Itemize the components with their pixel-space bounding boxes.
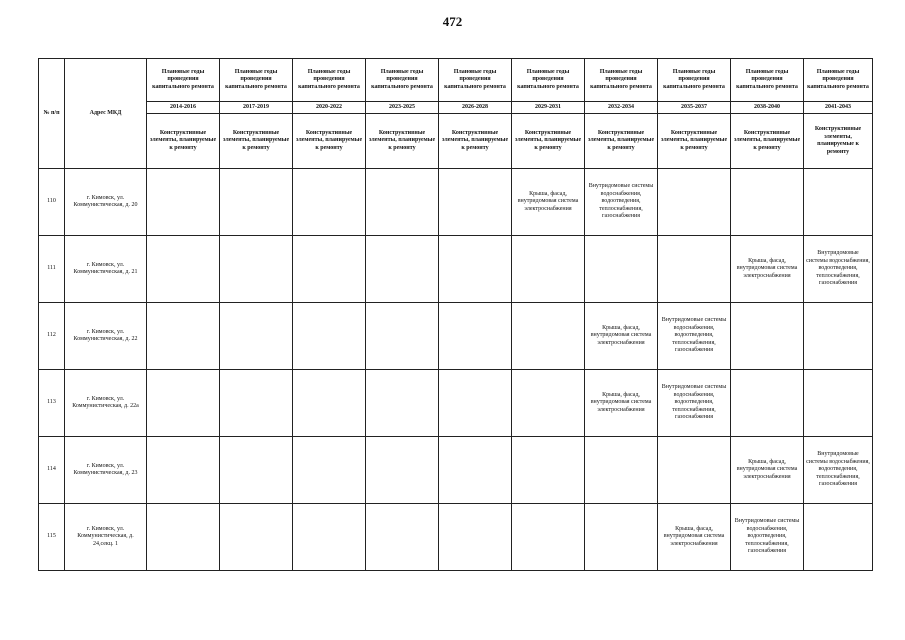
repair-elements-cell: [366, 303, 439, 370]
repair-elements-cell: Крыша, фасад, внутридомовая система электроснабжения: [585, 303, 658, 370]
repair-elements-cell: [731, 169, 804, 236]
repair-elements-cell: [512, 504, 585, 571]
repair-elements-cell: [512, 370, 585, 437]
col-header-period-title: Плановые годы проведения капитального ремонта: [366, 59, 439, 102]
repair-elements-cell: [220, 236, 293, 303]
col-header-period-title: Плановые годы проведения капитального ремонта: [804, 59, 873, 102]
repair-elements-cell: [731, 370, 804, 437]
col-header-elements: Конструктивные элементы, планируемые к ремонту: [439, 114, 512, 169]
row-number: 113: [39, 370, 65, 437]
repair-elements-cell: [293, 236, 366, 303]
repair-elements-cell: [439, 504, 512, 571]
page-number: 472: [442, 14, 463, 29]
col-header-years: 2026-2028: [439, 102, 512, 114]
repair-elements-cell: [147, 437, 220, 504]
repair-elements-cell: [220, 370, 293, 437]
col-header-address: Адрес МКД: [65, 59, 147, 169]
col-header-years: 2038-2040: [731, 102, 804, 114]
col-header-elements: Конструктивные элементы, планируемые к ремонту: [293, 114, 366, 169]
repair-elements-cell: [439, 437, 512, 504]
repair-elements-cell: [293, 437, 366, 504]
row-number: 112: [39, 303, 65, 370]
col-header-years: 2041-2043: [804, 102, 873, 114]
repair-elements-cell: [366, 236, 439, 303]
table-row: [39, 437, 873, 504]
row-number: 111: [39, 236, 65, 303]
col-header-period-title: Плановые годы проведения капитального ремонта: [585, 59, 658, 102]
col-header-elements: Конструктивные элементы, планируемые к ремонту: [731, 114, 804, 169]
repair-elements-cell: [366, 504, 439, 571]
col-header-years: 2029-2031: [512, 102, 585, 114]
repair-elements-cell: [293, 504, 366, 571]
repair-elements-cell: [366, 370, 439, 437]
col-header-period-title: Плановые годы проведения капитального ремонта: [220, 59, 293, 102]
row-number: 114: [39, 437, 65, 504]
repair-elements-cell: [439, 370, 512, 437]
repair-elements-cell: Внутридомовые системы водоснабжения, водоотведения, теплоснабжения, газоснабжения: [658, 303, 731, 370]
col-header-years: 2023-2025: [366, 102, 439, 114]
col-header-period-title: Плановые годы проведения капитального ремонта: [293, 59, 366, 102]
repair-elements-cell: [585, 504, 658, 571]
repair-elements-cell: [220, 437, 293, 504]
col-header-elements: Конструктивные элементы, планируемые к ремонту: [585, 114, 658, 169]
table-row: [39, 504, 873, 571]
repair-elements-cell: [585, 236, 658, 303]
repair-elements-cell: [658, 437, 731, 504]
table-row: [39, 236, 873, 303]
col-header-elements: Конструктивные элементы, планируемые к ремонту: [804, 114, 873, 169]
repair-elements-cell: [512, 303, 585, 370]
repair-elements-cell: Внутридомовые системы водоснабжения, водоотведения, теплоснабжения, газоснабжения: [658, 370, 731, 437]
repair-elements-cell: [147, 370, 220, 437]
repair-elements-cell: [220, 504, 293, 571]
repair-elements-cell: Крыша, фасад, внутридомовая система электроснабжения: [585, 370, 658, 437]
repair-elements-cell: [658, 169, 731, 236]
repair-elements-cell: [804, 169, 873, 236]
col-header-period-title: Плановые годы проведения капитального ремонта: [731, 59, 804, 102]
col-header-years: 2020-2022: [293, 102, 366, 114]
repair-elements-cell: Внутридомовые системы водоснабжения, водоотведения, теплоснабжения, газоснабжения: [585, 169, 658, 236]
repair-elements-cell: [658, 236, 731, 303]
repair-elements-cell: [512, 437, 585, 504]
row-address: г. Кимовск, ул. Коммунистическая, д. 22а: [65, 370, 147, 437]
col-header-elements: Конструктивные элементы, планируемые к ремонту: [220, 114, 293, 169]
repair-elements-cell: [512, 236, 585, 303]
row-address: г. Кимовск, ул. Коммунистическая, д. 21: [65, 236, 147, 303]
row-address: г. Кимовск, ул. Коммунистическая, д. 24,секц. 1: [65, 504, 147, 571]
row-address: г. Кимовск, ул. Коммунистическая, д. 20: [65, 169, 147, 236]
repair-elements-cell: [439, 236, 512, 303]
repair-elements-cell: [220, 169, 293, 236]
col-header-years: 2035-2037: [658, 102, 731, 114]
repair-elements-cell: [293, 303, 366, 370]
table-row: [39, 370, 873, 437]
repair-elements-cell: [147, 504, 220, 571]
repair-elements-cell: [585, 437, 658, 504]
col-header-period-title: Плановые годы проведения капитального ремонта: [439, 59, 512, 102]
repair-elements-cell: Внутридомовые системы водоснабжения, водоотведения, теплоснабжения, газоснабжения: [804, 437, 873, 504]
repair-elements-cell: Крыша, фасад, внутридомовая система электроснабжения: [512, 169, 585, 236]
col-header-period-title: Плановые годы проведения капитального ремонта: [147, 59, 220, 102]
repair-elements-cell: [293, 370, 366, 437]
repair-elements-cell: Внутридомовые системы водоснабжения, водоотведения, теплоснабжения, газоснабжения: [731, 504, 804, 571]
repair-elements-cell: [220, 303, 293, 370]
col-header-years: 2032-2034: [585, 102, 658, 114]
repair-elements-cell: [804, 504, 873, 571]
col-header-elements: Конструктивные элементы, планируемые к ремонту: [658, 114, 731, 169]
repair-elements-cell: Крыша, фасад, внутридомовая система электроснабжения: [731, 437, 804, 504]
repair-elements-cell: [439, 303, 512, 370]
col-header-period-title: Плановые годы проведения капитального ремонта: [512, 59, 585, 102]
repair-elements-cell: Крыша, фасад, внутридомовая система электроснабжения: [731, 236, 804, 303]
col-header-elements: Конструктивные элементы, планируемые к ремонту: [512, 114, 585, 169]
repair-elements-cell: [366, 169, 439, 236]
col-header-years: 2017-2019: [220, 102, 293, 114]
row-number: 115: [39, 504, 65, 571]
table-row: [39, 303, 873, 370]
repair-elements-cell: Крыша, фасад, внутридомовая система электроснабжения: [658, 504, 731, 571]
row-address: г. Кимовск, ул. Коммунистическая, д. 22: [65, 303, 147, 370]
row-address: г. Кимовск, ул. Коммунистическая, д. 23: [65, 437, 147, 504]
repair-elements-cell: [804, 303, 873, 370]
col-header-elements: Конструктивные элементы, планируемые к ремонту: [366, 114, 439, 169]
repair-elements-cell: [147, 169, 220, 236]
col-header-period-title: Плановые годы проведения капитального ремонта: [658, 59, 731, 102]
repair-elements-cell: [147, 303, 220, 370]
repair-elements-cell: [439, 169, 512, 236]
repair-elements-cell: [804, 370, 873, 437]
col-header-number: № п/п: [39, 59, 65, 169]
table-row: [39, 169, 873, 236]
table-body: [39, 169, 873, 571]
row-number: 110: [39, 169, 65, 236]
repair-elements-cell: [293, 169, 366, 236]
repair-elements-cell: [731, 303, 804, 370]
repair-plan-table: [38, 58, 873, 571]
col-header-years: 2014-2016: [147, 102, 220, 114]
repair-elements-cell: [147, 236, 220, 303]
col-header-elements: Конструктивные элементы, планируемые к ремонту: [147, 114, 220, 169]
repair-elements-cell: [366, 437, 439, 504]
repair-elements-cell: Внутридомовые системы водоснабжения, водоотведения, теплоснабжения, газоснабжения: [804, 236, 873, 303]
